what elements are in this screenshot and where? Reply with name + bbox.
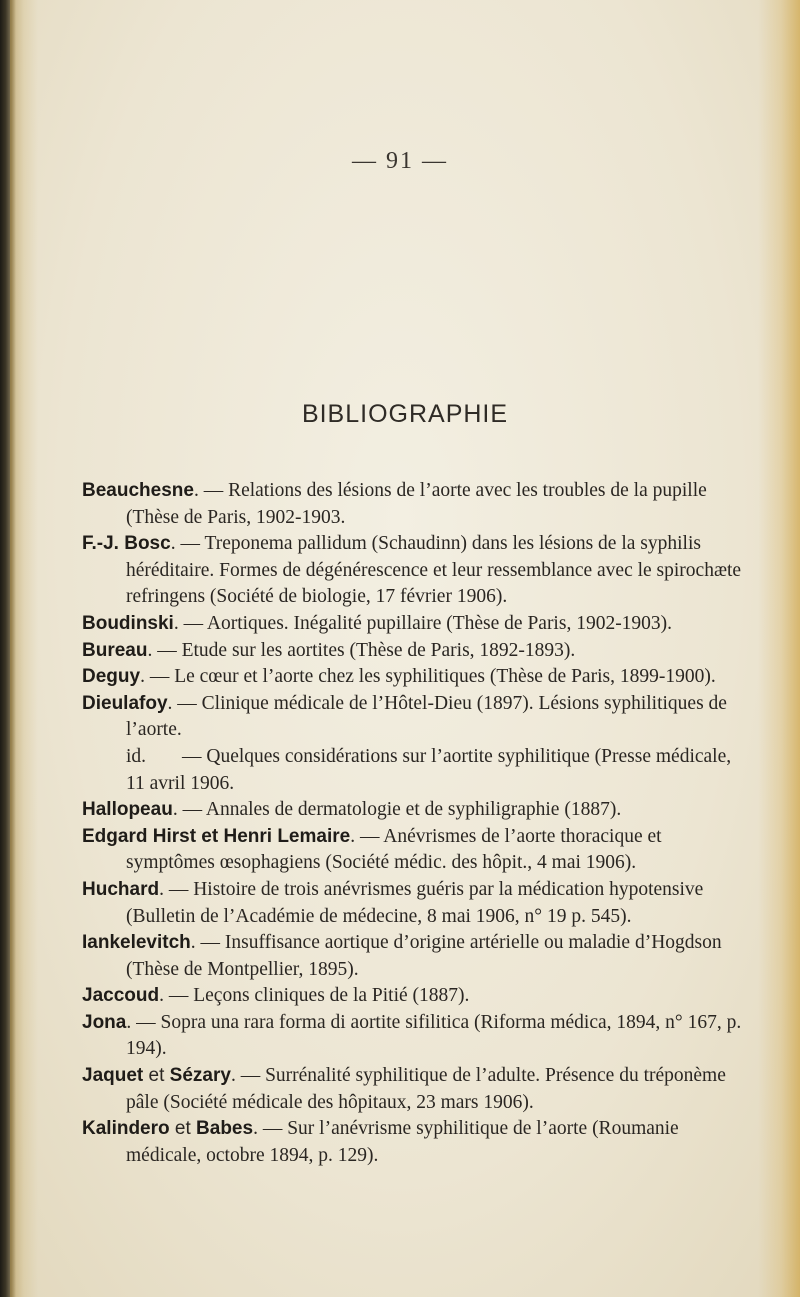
bibliography-entry [82, 531, 752, 611]
entry-author: Deguy [82, 666, 141, 688]
entry-author-second: Babes [196, 1118, 254, 1140]
bibliography-entry [82, 1063, 752, 1116]
bibliography-entry [82, 664, 752, 691]
bibliography-entry [82, 691, 752, 744]
entry-author-connector: et [169, 1118, 197, 1140]
entry-text: . — Sopra una rara forma di aortite sifilitica (Riforma médica, 1894, n° 167, p. 194). [126, 1011, 742, 1060]
bibliography-entry [82, 877, 752, 930]
entry-text: . — Sur l’anévrisme syphilitique de l’aorte (Roumanie médicale, octobre 1894, p. 129). [126, 1118, 679, 1166]
entry-author: Iankelevitch [82, 932, 191, 954]
bibliography-entry [82, 1010, 752, 1063]
entry-author: F.-J. Bosc [82, 533, 171, 555]
entry-author: Kalindero [82, 1118, 170, 1140]
entry-text: . — Surrénalité syphilitique de l’adulte. Présence du tréponème pâle (Société médicale des hôpitaux, 23 mars 1906). [126, 1065, 726, 1113]
bibliography-entry [82, 930, 752, 983]
entry-author: Bureau [82, 639, 148, 661]
bibliography-entry [82, 983, 752, 1010]
page-title: BIBLIOGRAPHIE [301, 400, 509, 428]
entry-text: . — Leçons cliniques de la Pitié (1887). [159, 985, 470, 1007]
entry-text: . — Clinique médicale de l’Hôtel-Dieu (1897). Lésions syphilitiques de l’aorte. [126, 692, 727, 741]
entry-author: Dieulafoy [82, 692, 168, 714]
entry-text: . — Relations des lésions de l’aorte avec les troubles de la pupille (Thèse de Paris, 1902-1903. [126, 480, 707, 528]
page-number: — 91 — [352, 148, 448, 174]
bibliography-entry [82, 611, 752, 638]
entry-text: . — Etude sur les aortites (Thèse de Paris, 1892-1893). [147, 639, 576, 661]
entry-author-second: Sézary [169, 1065, 231, 1087]
entry-author-connector: et [143, 1065, 170, 1087]
entry-author: Jaccoud [82, 985, 160, 1007]
left-edge-stain [10, 0, 38, 1297]
entry-text: — Quelques considérations sur l’aortite syphilitique (Presse médicale, 11 avril 1906. [126, 745, 732, 794]
bibliography-entry [82, 478, 752, 531]
entry-author: Jona [82, 1011, 127, 1033]
entry-text: . — Insuffisance aortique d’origine artérielle ou maladie d’Hogdson (Thèse de Montpellier, 1895). [126, 932, 722, 980]
entry-author: Huchard [82, 878, 160, 900]
entry-text: . — Le cœur et l’aorte chez les syphilitiques (Thèse de Paris, 1899-1900). [140, 666, 716, 688]
bibliography-entry-idem [82, 744, 752, 797]
entry-author: Edgard Hirst et Henri Lemaire [82, 825, 351, 847]
entry-author: Boudinski [82, 612, 174, 634]
entry-text: . — Anévrismes de l’aorte thoracique et symptômes œsophagiens (Société médic. des hôpit., 4 mai 1906). [126, 825, 662, 874]
entry-text: . — Annales de dermatologie et de syphiligraphie (1887). [172, 799, 622, 821]
entry-author: Jaquet [82, 1065, 144, 1087]
entry-author: Beauchesne [82, 480, 194, 501]
right-edge-stain [758, 0, 800, 1297]
bibliography-entry [82, 824, 752, 877]
entry-text: . — Treponema pallidum (Schaudinn) dans les lésions de la syphilis héréditaire. Formes de dégénérescence et leur ressemblance avec le spirochæte refringens (Société de biologie, 17 février 1906). [126, 533, 742, 608]
entry-text: . — Aortiques. Inégalité pupillaire (Thèse de Paris, 1902-1903). [173, 612, 673, 634]
entry-author: Hallopeau [82, 799, 173, 821]
entry-text: . — Histoire de trois anévrismes guéris par la médication hypotensive (Bulletin de l’Académie de médecine, 8 mai 1906, n° 19 p. 545). [126, 878, 704, 927]
bibliography-list [82, 478, 752, 1169]
idem-label: id. [126, 745, 147, 767]
bibliography-entry [82, 1116, 752, 1169]
bibliography-entry [82, 797, 752, 824]
bibliography-entry [82, 638, 752, 665]
